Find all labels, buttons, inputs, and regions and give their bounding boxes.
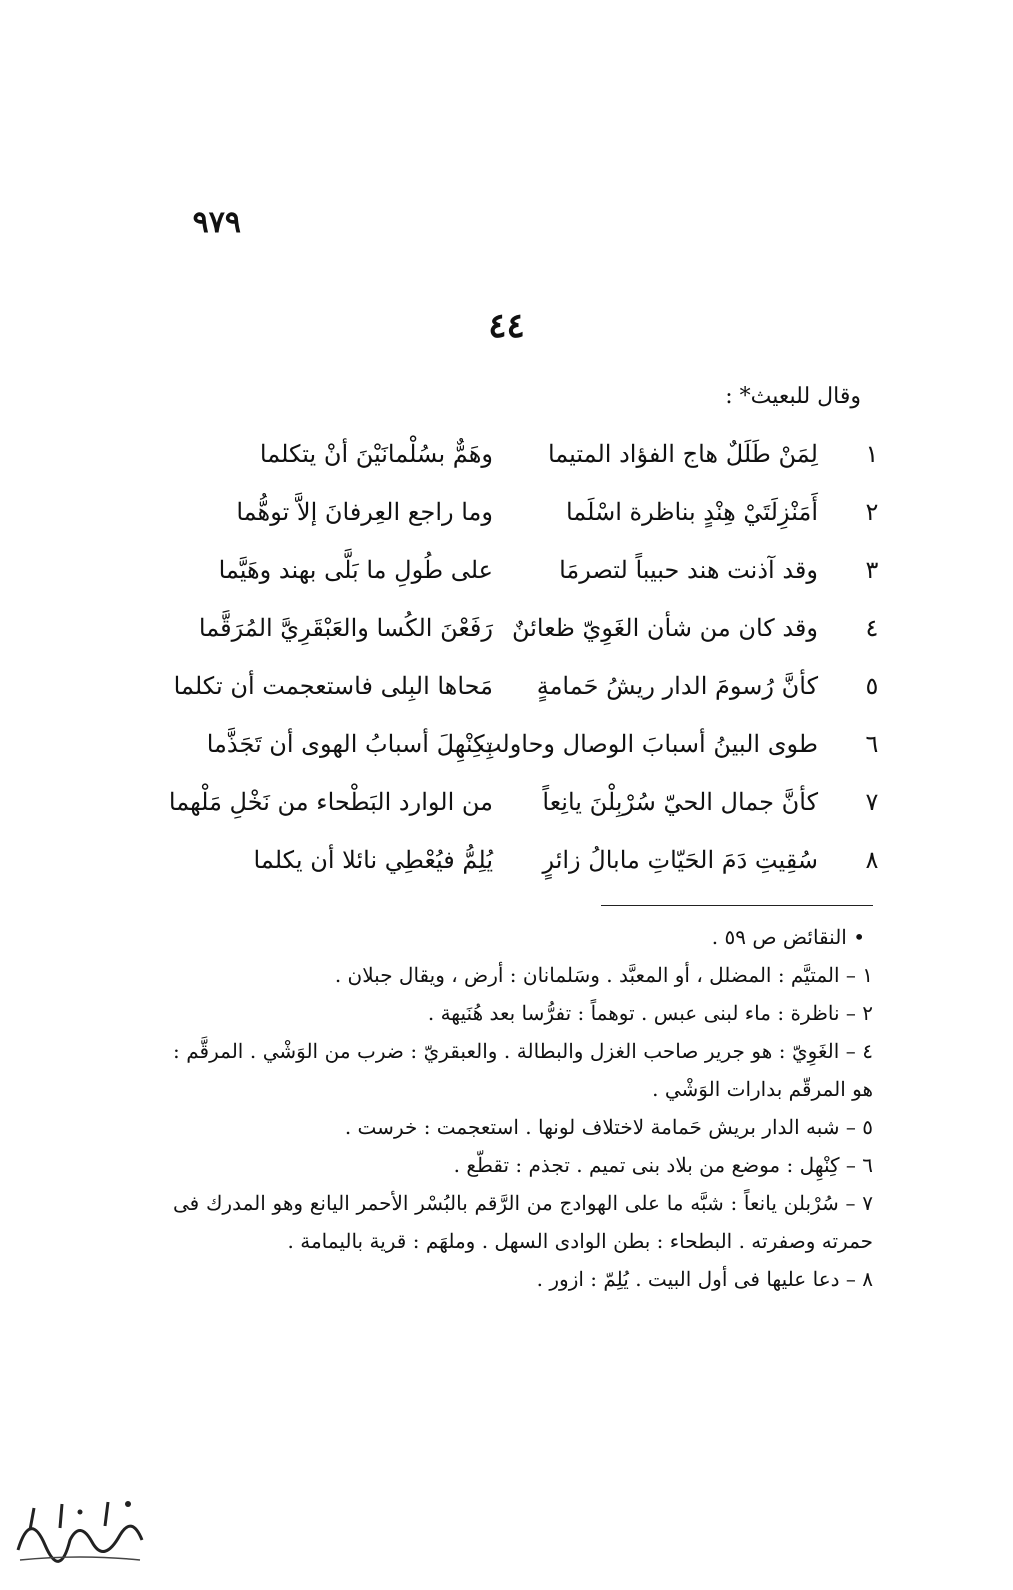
poem [0, 430, 1013, 894]
verse-first-hemistich: كأنَّ رُسومَ الدار ريشُ حَمامةٍ [536, 672, 818, 700]
footnote: ٦ – كِنْهِل : موضع من بلاد بنى تميم . تجذم : تقطّع . [453, 1153, 873, 1177]
verse-first-hemistich: طوى البينُ أسبابَ الوصال وحاولت [478, 730, 818, 758]
page-number: ٩٧٩ [192, 205, 241, 240]
footnote: ٥ – شبه الدار بريش حَمامة لاختلاف لونها . استعجمت : خرست . [344, 1115, 873, 1139]
verse-second-hemistich: وما راجع العِرفانَ إلاَّ توهُّما [236, 498, 493, 526]
verse [0, 488, 1013, 546]
verse [0, 604, 1013, 662]
verse-number: ٢ [865, 498, 879, 526]
verse-number: ١ [865, 440, 879, 468]
footnote: ٤ – الغَوِيّ : هو جرير صاحب الغزل والبطالة . والعبقريّ : ضرب من الوَشْي . المرقَّم : هو المرقّم بدارات الوَشْي . [173, 1039, 873, 1101]
verse-number: ٤ [865, 614, 879, 642]
verse [0, 836, 1013, 894]
verse-second-hemistich: مَحاها البِلى فاستعجمت أن تكلما [173, 672, 493, 700]
verse-second-hemistich: وهَمٌّ بسُلْمانَيْنَ أنْ يتكلما [259, 440, 493, 468]
verse-second-hemistich: على طُولِ ما بَلَّى بهند وهَيَّما [218, 556, 493, 584]
footnotes [173, 918, 873, 1298]
verse-number: ٦ [865, 730, 879, 758]
verse-first-hemistich: سُقِيتِ دَمَ الحَيّاتِ مابالُ زائرٍ [542, 846, 818, 874]
verse-number: ٧ [865, 788, 879, 816]
footnote: ٨ – دعا عليها فى أول البيت . يُلِمّ : ازور . [536, 1267, 873, 1291]
verse-number: ٣ [865, 556, 879, 584]
verse [0, 778, 1013, 836]
verse [0, 546, 1013, 604]
verse-first-hemistich: لِمَنْ طَلَلٌ هاج الفؤاد المتيما [547, 440, 818, 468]
footnote: ٧ – سُرْبلن يانعاً : شبَّه ما على الهوادج من الرَّقم بالبُسْر الأحمر اليانع وهو المدرك فى حمرته وصفرته . البطحاء : بطن الوادى السهل . وملهَم : قرية باليمامة . [173, 1191, 873, 1253]
verse-first-hemistich: أَمَنْزِلَتَيْ هِنْدٍ بناظرة اسْلَما [565, 498, 818, 526]
footnote: ١ – المتيَّم : المضلل ، أو المعبَّد . وسَلمانان : أرض ، ويقال جبلان . [334, 963, 873, 987]
footnote: ٢ – ناظرة : ماء لبنى عبس . توهماً : تفرُّسا بعد هُنَيهة . [427, 1001, 873, 1025]
poem-number: ٤٤ [488, 306, 525, 346]
verse-second-hemistich: يُلِمُّ فيُعْطِي نائلا أن يكلما [253, 846, 493, 874]
verse-second-hemistich: من الوارد البَطْحاء من نَخْلِ مَلْهما [168, 788, 493, 816]
verse [0, 662, 1013, 720]
verse-number: ٥ [865, 672, 879, 700]
poem-intro: وقال للبعيث* : [725, 384, 861, 409]
verse-first-hemistich: وقد آذنت هند حبيباً لتصرمَا [559, 556, 818, 584]
verse-second-hemistich: رَفَعْنَ الكُسا والعَبْقَرِيَّ المُرَقَّما [198, 614, 493, 642]
verse [0, 720, 1013, 778]
verse-first-hemistich: وقد كان من شأن الغَوِيّ ظعائنٌ [511, 614, 818, 642]
verse-first-hemistich: كأنَّ جمال الحيّ سُرْبِلْنَ يانِعاً [542, 788, 818, 816]
footnote-source: • النقائض ص ٥٩ . [711, 925, 865, 949]
verse-second-hemistich: بِكِنْهِلَ أسبابُ الهوى أن تَجَذَّما [206, 730, 493, 758]
verse [0, 430, 1013, 488]
publisher-logo-icon [10, 1490, 150, 1570]
verse-number: ٨ [865, 846, 879, 874]
footnote-divider [601, 905, 873, 906]
